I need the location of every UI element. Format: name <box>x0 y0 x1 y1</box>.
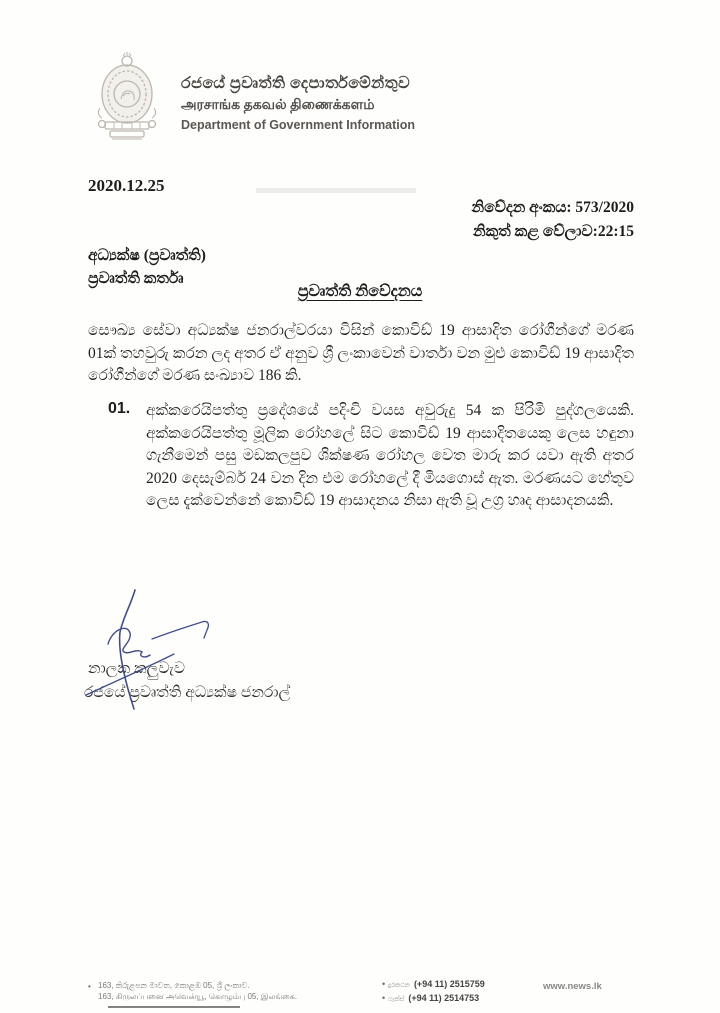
footer-phone-line <box>382 978 485 992</box>
release-number: නිවේදන අංකය: 573/2020 <box>471 199 634 216</box>
document-title: ප්‍රවෘත්ති නිවේදනය <box>297 283 423 300</box>
addressee-line-1: අධ්‍යක්ෂ (ප්‍රවෘත්ති) <box>88 247 206 264</box>
body-paragraph-1: සෞඛ්‍ය සේවා අධ්‍යක්ෂ ජනරාල්වරයා විසින් කොවිඩ් 19 ආසාදිත රෝගීන්ගේ මරණ 01ක් තහවුරු කරන ලද අතර ඒ අනුව ශ්‍රී ලංකාවෙන් වාර්තා වන මුළු කොවිඩ් 19 ආසාදිත රෝගීන්ගේ මරණ සංඛ්‍යාව 186 කි. <box>88 322 634 385</box>
department-name-sinhala: රජයේ ප්‍රවෘත්ති දෙපාර්තමේන්තුව <box>181 75 411 92</box>
fax-label: ෆැක්ස් <box>388 996 405 1003</box>
address-bullet-icon: • <box>88 982 91 991</box>
phone-label: දුරකථන <box>388 982 410 989</box>
release-meta <box>472 196 634 244</box>
issued-time: නිකුත් කළ වේලාව:22:15 <box>472 223 634 240</box>
letterhead <box>181 74 415 133</box>
department-name-english: Department of Government Information <box>181 117 416 132</box>
item-number: 01. <box>108 400 131 417</box>
fax-number: (+94 11) 2514753 <box>408 993 480 1003</box>
phone-bullet-icon: • <box>382 979 386 989</box>
addressee-line-2: ප්‍රවෘත්ති කර්තෘ <box>88 270 184 287</box>
body-paragraph-2 <box>108 400 634 513</box>
footer-phones <box>382 978 485 1006</box>
footer-fax-line <box>382 992 485 1006</box>
sri-lanka-emblem-icon <box>90 52 164 142</box>
document-date: 2020.12.25 <box>88 176 165 195</box>
footer-address-tamil: 163, கிருலப்பனை அவென்யூ, கொழும்பு 05, இலங்கை. <box>98 992 298 1001</box>
signer-name: නාලක කලුවැව <box>88 660 185 677</box>
department-name-tamil: அரசாங்க தகவல் திணைக்களம் <box>181 98 375 113</box>
item-text: අක්කරෙයිපත්තු ප්‍රදේශයේ පදිංචි වයස අවුරුදු 54 ක පිරිමි පුද්ගලයෙකි. අක්කරෙයිපත්තු මූලික රෝහලේ සිට කොවිඩ් 19 ආසාදිතයෙකු ලෙස හඳුනා ගැනීමෙන් පසු මඩකලපුව ශික්ෂණ රෝහල වෙත මාරු කර යවා ඇති අතර 2020 දෙසැම්බර් 24 වන දින එම රෝහලේ දී මියගොස් ඇත. මරණයට හේතුව ලෙස දැක්වෙන්නේ කොවිඩ් 19 ආසාදනය නිසා ඇති වූ උග්‍ර හෘද ආසාදනයකි. <box>146 402 634 510</box>
fax-bullet-icon: • <box>382 993 386 1003</box>
scan-artifact <box>256 188 416 193</box>
footer-website: www.news.lk <box>543 981 602 992</box>
signer-title: රජයේ ප්‍රවෘත්ති අධ්‍යක්ෂ ජනරාල් <box>84 684 291 701</box>
footer-address-sinhala: 163, කිරුළපන මාවත, කොළඹ 05, ශ්‍රී ලංකාව. <box>98 981 250 990</box>
footer-address <box>88 980 298 1002</box>
phone-number: (+94 11) 2515759 <box>413 979 485 989</box>
footer-underline <box>108 1006 240 1008</box>
